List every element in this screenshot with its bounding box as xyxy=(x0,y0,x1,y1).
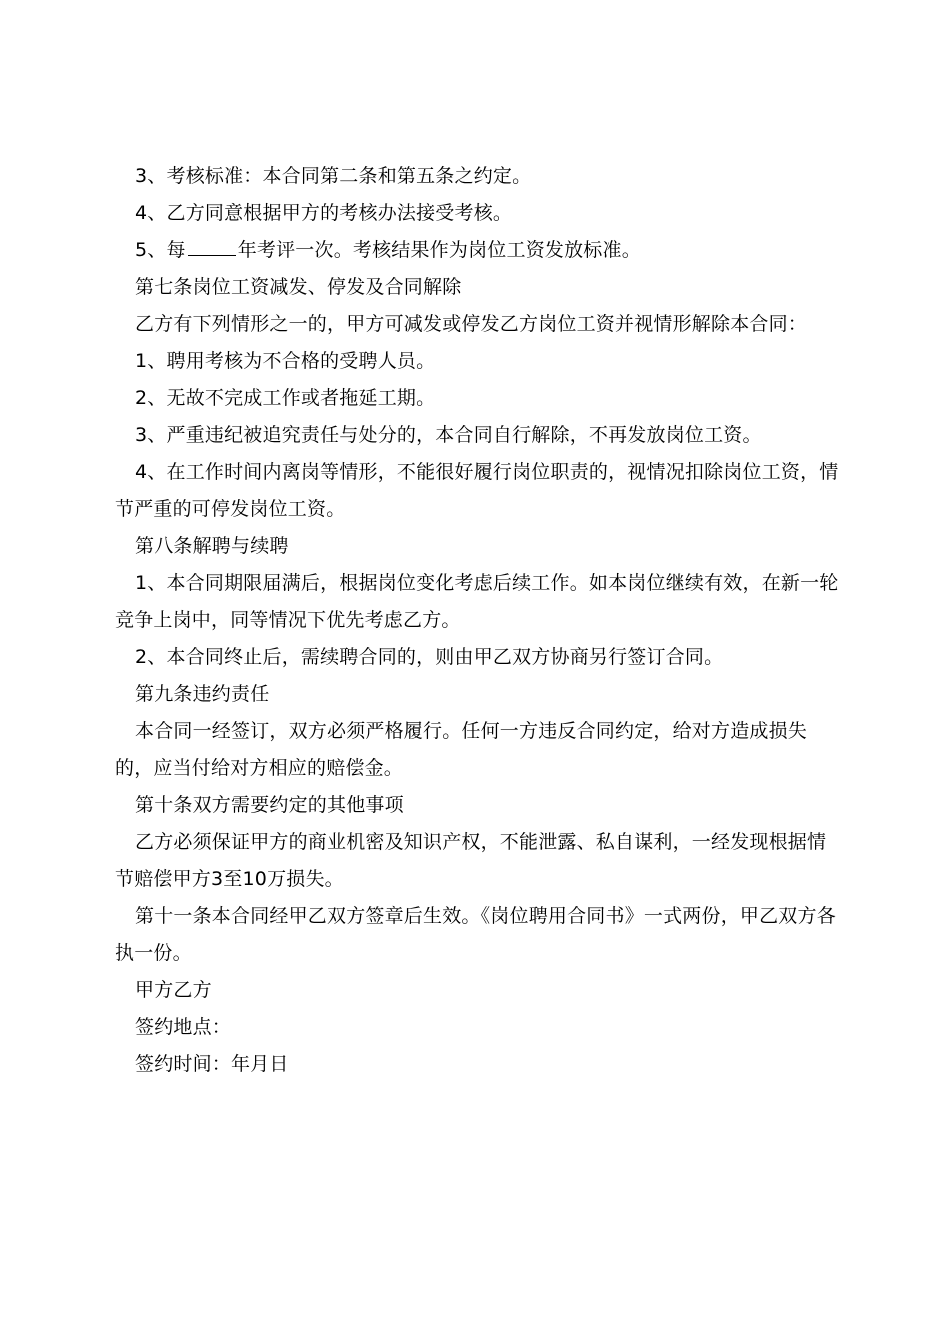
section-heading-article-9: 第九条违约责任 xyxy=(135,683,270,705)
clause-accept-assessment: 4、乙方同意根据甲方的考核办法接受考核。 xyxy=(135,202,513,224)
article-7-item-2: 2、无故不完成工作或者拖延工期。 xyxy=(135,387,436,409)
article-7-item-1: 1、聘用考核为不合格的受聘人员。 xyxy=(135,350,436,372)
frequency-text-after: 年考评一次。考核结果作为岗位工资发放标准。 xyxy=(237,239,641,261)
article-7-item-4: 4、在工作时间内离岗等情形，不能很好履行岗位职责的，视情况扣除岗位工资，情节严重的可停发岗位工资。 xyxy=(115,461,839,520)
frequency-text-before: 5、每 xyxy=(135,239,186,261)
article-8-item-2: 2、本合同终止后，需续聘合同的，则由甲乙双方协商另行签订合同。 xyxy=(135,646,724,668)
article-8-item-1: 1、本合同期限届满后，根据岗位变化考虑后续工作。如本岗位继续有效，在新一轮竞争上岗中，同等情况下优先考虑乙方。 xyxy=(115,572,839,631)
fill-in-blank xyxy=(188,239,236,256)
section-heading-article-10: 第十条双方需要约定的其他事项 xyxy=(135,794,404,816)
contract-body xyxy=(115,158,840,1083)
article-7-item-3: 3、严重违纪被追究责任与处分的，本合同自行解除，不再发放岗位工资。 xyxy=(135,424,762,446)
section-heading-article-8: 第八条解聘与续聘 xyxy=(135,535,289,557)
signing-location: 签约地点： xyxy=(135,1016,232,1038)
article-7-intro: 乙方有下列情形之一的，甲方可减发或停发乙方岗位工资并视情形解除本合同： xyxy=(135,313,808,335)
article-9-body: 本合同一经签订，双方必须严格履行。任何一方违反合同约定，给对方造成损失的，应当付给对方相应的赔偿金。 xyxy=(115,720,808,779)
clause-assessment-frequency xyxy=(115,232,840,269)
signature-parties: 甲方乙方 xyxy=(135,979,212,1001)
article-10-body: 乙方必须保证甲方的商业机密及知识产权，不能泄露、私自谋利，一经发现根据情节赔偿甲方3至10万损失。 xyxy=(115,831,827,890)
article-11-body: 第十一条本合同经甲乙双方签章后生效。《岗位聘用合同书》一式两份，甲乙双方各执一份。 xyxy=(115,905,836,964)
section-heading-article-7: 第七条岗位工资减发、停发及合同解除 xyxy=(135,276,462,298)
clause-assessment-standard: 3、考核标准：本合同第二条和第五条之约定。 xyxy=(135,165,532,187)
signing-date: 签约时间：年月日 xyxy=(135,1053,289,1075)
